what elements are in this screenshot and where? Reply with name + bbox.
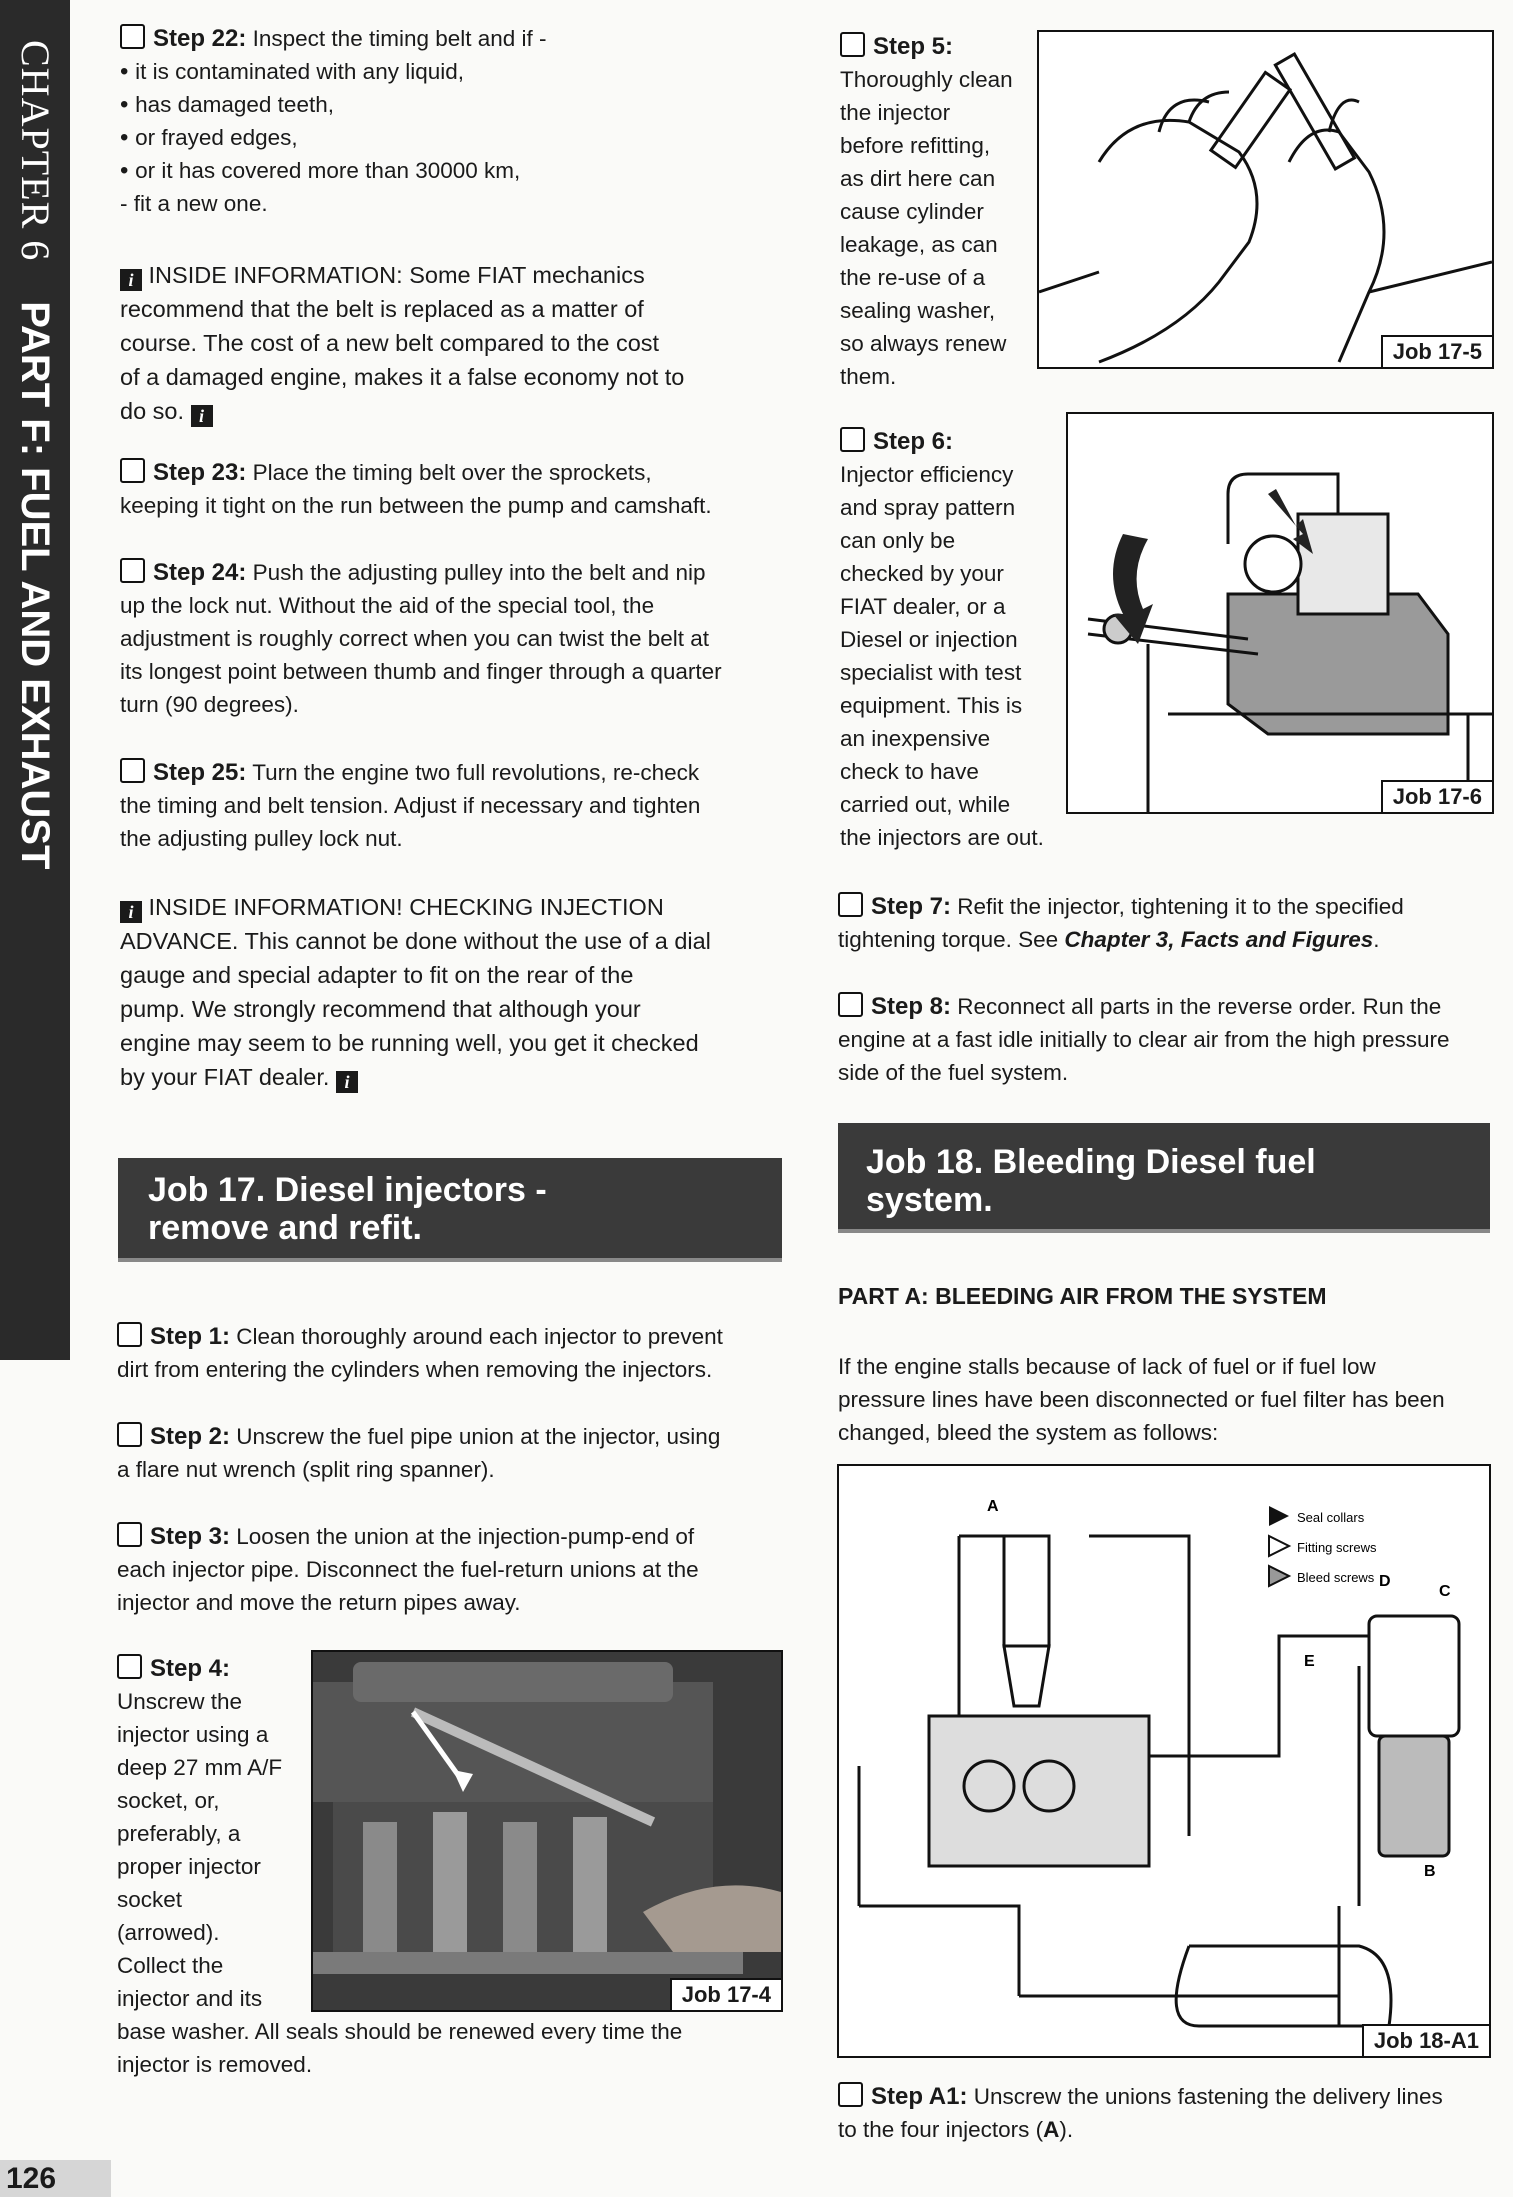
job-heading-line: Job 18. Bleeding Diesel fuel [866,1143,1316,1181]
step-text: Unscrew the fuel pipe union at the injector, using [236,1424,721,1449]
step-text: Refit the injector, tightening it to the specified [957,894,1404,919]
step-label: Step 7: [871,893,952,920]
injector-letter: A [1043,2117,1060,2142]
step-label: Step 22: [153,25,247,52]
step-label: Step 23: [153,459,247,486]
job-17-heading [118,1158,782,1262]
checkbox-icon [838,2082,863,2107]
step-text: injector and move the return pipes away. [117,1590,521,1615]
step-text: injector is removed. [117,2052,313,2077]
step-text: the injectors are out. [840,825,1044,850]
step-text: the re-use of a [840,265,986,290]
step-text: dirt from entering the cylinders when removing the injectors. [117,1357,713,1382]
step-text: socket [117,1887,183,1912]
step-text: Turn the engine two full revolutions, re-check [252,760,700,785]
part-label: PART F: FUEL AND EXHAUST [13,301,57,870]
info-text: recommend that the belt is replaced as a matter of [120,296,644,322]
info-text: gauge and special adapter to fit on the rear of the [120,962,634,988]
step-text: socket, or, [117,1788,220,1813]
step-text: injector and its [117,1986,263,2011]
step-2 [117,1420,797,1486]
step-text: proper injector [117,1854,261,1879]
checkbox-icon [117,1522,142,1547]
checkbox-icon [120,24,145,49]
step-text: Diesel or injection [840,627,1018,652]
step-text: Unscrew the [117,1689,243,1714]
legend-entry: Bleed screws [1297,1570,1375,1585]
step-label: Step A1: [871,2083,968,2110]
figure-job-17-4 [311,1650,783,2012]
injector-removal-photo [313,1652,781,2010]
bullet-item: • or it has covered more than 30000 km, [120,154,790,187]
step-label: Step 5: [873,33,954,60]
step-text: Thoroughly clean [840,67,1013,92]
step-text: cause cylinder [840,199,984,224]
step-text: Injector efficiency [840,462,1014,487]
info-text: INSIDE INFORMATION: Some FIAT mechanics [148,262,645,288]
step-text: Unscrew the unions fastening the delivery lines [973,2084,1443,2109]
chapter-sidebar [0,0,70,1360]
step-text: Reconnect all parts in the reverse order. Run the [957,994,1442,1019]
checkbox-icon [838,992,863,1017]
step-text: engine at a fast idle initially to clear air from the high pressure [838,1027,1450,1052]
step-text: turn (90 degrees). [120,692,299,717]
step-text: injector using a [117,1722,269,1747]
step-text: as dirt here can [840,166,996,191]
page-number: 126 [0,2160,111,2197]
part-a-heading [838,1280,1498,1313]
step-label: Step 2: [150,1423,231,1450]
step-5 [840,30,1040,393]
step-text: a flare nut wrench (split ring spanner). [117,1457,495,1482]
step-text: and spray pattern [840,495,1016,520]
figure-job-17-6 [1066,412,1494,814]
step-label: Step 24: [153,559,247,586]
callout-letter: B [1424,1863,1436,1880]
bullet-item: • it is contaminated with any liquid, [120,55,790,88]
checkbox-icon [117,1654,142,1679]
step-text: to the four injectors ( [838,2117,1044,2142]
step-text: leakage, as can [840,232,998,257]
body-text: If the engine stalls because of lack of fuel or if fuel low [838,1354,1376,1379]
callout-letter: E [1304,1653,1315,1670]
cleaning-injector-drawing [1039,32,1492,367]
step-25 [120,756,800,855]
part-a-intro [838,1350,1498,1449]
info-text: ADVANCE. This cannot be done without the use of a dial [120,928,711,954]
step-text: carried out, while [840,792,1011,817]
step-text: base washer. All seals should be renewed every time the [117,2019,683,2044]
info-icon: i [191,405,213,427]
checkbox-icon [840,427,865,452]
step-text: up the lock nut. Without the aid of the special tool, the [120,593,655,618]
info-icon: i [120,269,142,291]
step-text: Inspect the timing belt and if - [252,26,547,51]
checkbox-icon [120,758,145,783]
step-text: adjustment is roughly correct when you can twist the belt at [120,626,710,651]
step-text: each injector pipe. Disconnect the fuel-return unions at the [117,1557,699,1582]
step-text: keeping it tight on the run between the pump and camshaft. [120,493,712,518]
figure-caption: Job 18-A1 [1362,2024,1489,2056]
step-text: the timing and belt tension. Adjust if necessary and tighten [120,793,701,818]
fuel-system-diagram [839,1466,1489,2056]
checkbox-icon [120,558,145,583]
inside-information-2 [120,890,810,1094]
callout-letter: D [1379,1573,1391,1590]
step-a1 [838,2080,1498,2146]
step-24 [120,556,800,721]
injector-tester-drawing [1068,414,1492,812]
legend-entry: Seal collars [1297,1510,1365,1525]
step-label: Step 6: [873,428,954,455]
step-text: the injector [840,100,951,125]
step-text: deep 27 mm A/F [117,1755,283,1780]
step-text: sealing washer, [840,298,996,323]
step-text: an inexpensive [840,726,991,751]
job-heading-line: Job 17. Diesel injectors - [148,1171,547,1209]
info-text: do so. [120,398,185,424]
step-7 [838,890,1498,956]
inside-information-1 [120,258,800,428]
callout-letter: A [987,1498,999,1515]
section-heading: PART A: BLEEDING AIR FROM THE SYSTEM [838,1283,1327,1309]
info-text: course. The cost of a new belt compared to the cost [120,330,660,356]
info-text: pump. We strongly recommend that although your [120,996,641,1022]
info-icon: i [336,1071,358,1093]
step-22 [120,22,790,220]
info-text: engine may seem to be running well, you get it checked [120,1030,699,1056]
figure-caption: Job 17-5 [1381,335,1492,367]
step-text: its longest point between thumb and finger through a quarter [120,659,722,684]
step-text: Clean thoroughly around each injector to prevent [236,1324,723,1349]
checkbox-icon [838,892,863,917]
bullet-item: • has damaged teeth, [120,88,790,121]
step-text: checked by your [840,561,1004,586]
step-text: equipment. This is [840,693,1023,718]
step-text: Push the adjusting pulley into the belt and nip [252,560,706,585]
step-label: Step 4: [150,1655,231,1682]
callout-letter: C [1439,1583,1451,1600]
legend-entry: Fitting screws [1297,1540,1377,1555]
figure-job-18-a1 [837,1464,1491,2058]
step-text: . [1373,927,1380,952]
step-text: side of the fuel system. [838,1060,1069,1085]
step-label: Step 3: [150,1523,231,1550]
checkbox-icon [840,32,865,57]
step-label: Step 8: [871,993,952,1020]
step-text: check to have [840,759,979,784]
job-heading-line: system. [866,1181,993,1219]
chapter-reference: Chapter 3, Facts and Figures [1064,927,1374,952]
info-text: by your FIAT dealer. [120,1064,330,1090]
step-text: the adjusting pulley lock nut. [120,826,403,851]
chapter-label: CHAPTER 6 [13,40,58,262]
job-heading-line: remove and refit. [148,1209,422,1247]
step-6 [840,425,1070,854]
step-text: - fit a new one. [120,191,268,216]
checkbox-icon [120,458,145,483]
step-text: Collect the [117,1953,224,1978]
step-label: Step 25: [153,759,247,786]
step-text: so always renew [840,331,1007,356]
step-text: before refitting, [840,133,991,158]
step-text: FIAT dealer, or a [840,594,1006,619]
step-23 [120,456,800,522]
step-1 [117,1320,797,1386]
step-text: preferably, a [117,1821,241,1846]
step-text: can only be [840,528,956,553]
step-3 [117,1520,797,1619]
info-text: INSIDE INFORMATION! CHECKING INJECTION [148,894,664,920]
body-text: pressure lines have been disconnected or fuel filter has been [838,1387,1445,1412]
step-text: Place the timing belt over the sprockets, [252,460,652,485]
checkbox-icon [117,1322,142,1347]
info-text: of a damaged engine, makes it a false economy not to [120,364,685,390]
step-text: (arrowed). [117,1920,220,1945]
figure-job-17-5 [1037,30,1494,369]
job-18-heading [838,1123,1490,1233]
info-icon: i [120,901,142,923]
step-text: ). [1059,2117,1074,2142]
bullet-item: • or frayed edges, [120,121,790,154]
step-text: tightening torque. See [838,927,1065,952]
step-text: Loosen the union at the injection-pump-end of [236,1524,695,1549]
figure-caption: Job 17-6 [1381,780,1492,812]
checkbox-icon [117,1422,142,1447]
step-text: specialist with test [840,660,1022,685]
figure-caption: Job 17-4 [670,1978,781,2010]
step-text: them. [840,364,897,389]
body-text: changed, bleed the system as follows: [838,1420,1219,1445]
step-8 [838,990,1498,1089]
sidebar-heading [0,40,70,869]
step-label: Step 1: [150,1323,231,1350]
